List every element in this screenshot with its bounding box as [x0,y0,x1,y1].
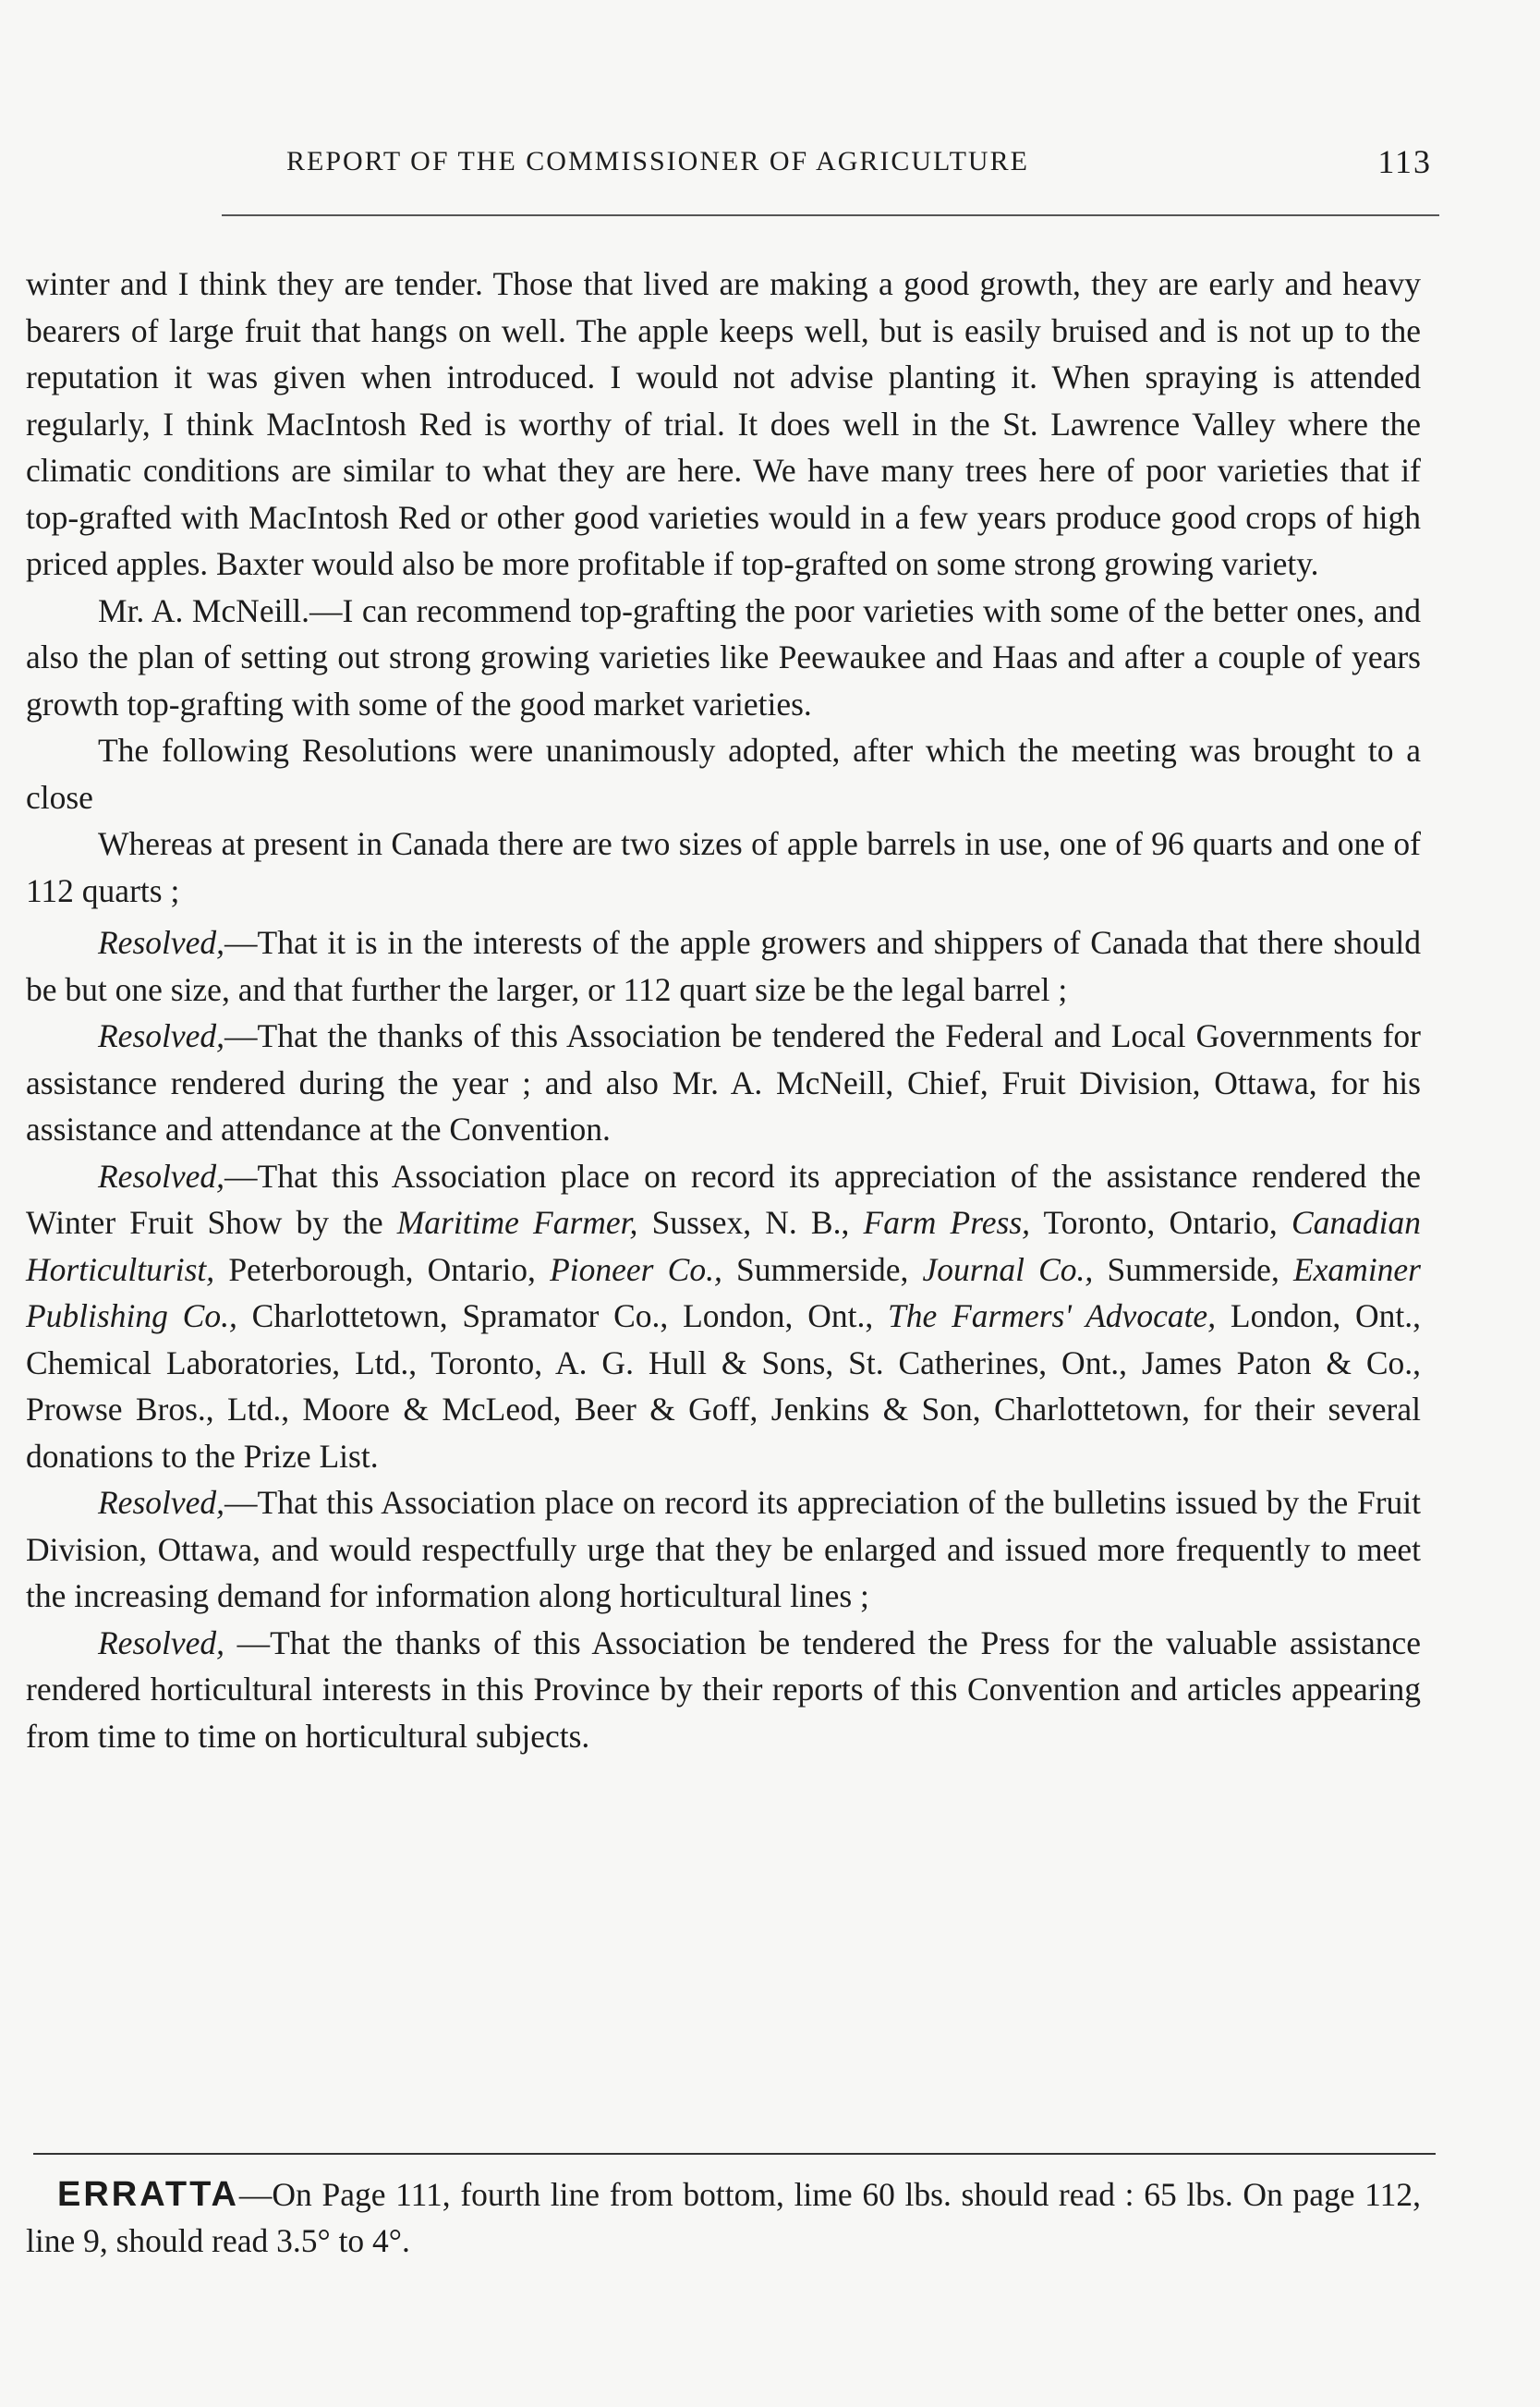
paragraph-mcneill-remark [26,588,1421,728]
page-number: 113 [1377,143,1432,180]
resolved-lead: Resolved, [98,1017,225,1054]
resolution-thanks-governments [26,1013,1421,1153]
publication-name: Farm Press, [863,1204,1031,1241]
resolution-barrel-size [26,919,1421,1013]
segment: Summerside, [1093,1250,1293,1288]
resolved-lead: Resolved, [98,1623,225,1661]
segment: Sussex, N. B., [637,1204,864,1241]
segment: Toronto, Ontario, [1030,1204,1291,1241]
body-text [26,261,1421,1759]
erratum-note [26,2171,1421,2264]
publication-name: Pioneer Co., [550,1250,722,1288]
paragraph-resolutions-intro [26,727,1421,821]
paragraph-text: The following Resolutions were unanimously adopted, after which the meeting was brought to a close [26,732,1421,816]
erratum-text: —On Page 111, fourth line from bottom, lime 60 lbs. should read : 65 lbs. On page 112, line 9, should read 3.5° to 4°. [26,2176,1421,2259]
paragraph-text: —That it is in the interests of the apple growers and shippers of Canada that there should be but one size, and that further the larger, or 112 quart size be the legal barrel ; [26,924,1421,1008]
segment: —That this Association place on record its appreciation of the assistance rendered the Winter Fruit Show by the [26,1157,1421,1241]
publication-name: The Farmers' Advocate, [888,1297,1217,1334]
resolved-lead: Resolved, [98,1484,225,1521]
paragraph-continuation [26,261,1421,588]
segment: Peterborough, Ontario, [214,1250,551,1288]
publication-name: Maritime Farmer, [396,1204,638,1241]
paragraph-text: —That the thanks of this Association be tendered the Federal and Local Governments for assistance rendered during the year ; and also Mr. A. McNeill, Chief, Fruit Division, Ottawa, for his assistance and attendance at the Convention. [26,1017,1421,1148]
publication-name: Examiner Publishing Co., [26,1250,1421,1334]
footer-rule [33,2153,1436,2155]
resolution-bulletins [26,1479,1421,1620]
publication-name: Canadian Horticulturist, [26,1204,1421,1288]
segment: Charlottetown, Spramator Co., London, Ont., [236,1297,889,1334]
erratum-title: ERRATTA [57,2175,239,2214]
paragraph-text: winter and I think they are tender. Those that lived are making a good growth, they are early and heavy bearers of large fruit that hangs on well. The apple keeps well, but is easily bruised and is not up to the reputation it was given when introduced. I would not advise planting it. When spraying is attended regularly, I think MacIntosh Red is worthy of trial. It does well in the St. Lawrence Valley where the climatic conditions are similar to what they are here. We have many trees here of poor varieties that if top-grafted with MacIntosh Red or other good varieties would in a few years produce good crops of high priced apples. Baxter would also be more profitable if top-grafted on some strong growing variety. [26,265,1421,582]
publication-name: Journal Co., [922,1250,1094,1288]
paragraph-text: Mr. A. McNeill.—I can recommend top-grafting the poor varieties with some of the better ones, and also the plan of setting out strong growing varieties like Peewaukee and Haas and after a couple of years growth top-grafting with some of the good market varieties. [26,591,1421,723]
header-rule [222,214,1439,216]
paragraph-text: —That this Association place on record its appreciation of the bulletins issued by the Fruit Division, Ottawa, and would respectfully urge that they be enlarged and issued more frequently to meet the increasing demand for information along horticultural lines ; [26,1484,1421,1614]
resolution-thanks-press [26,1620,1421,1760]
paragraph-whereas [26,821,1421,914]
resolution-winter-fruit-show [26,1153,1421,1480]
segment: Summerside, [721,1250,923,1288]
segment: London, Ont., Chemical Laboratories, Ltd., Toronto, A. G. Hull & Sons, St. Catherines, Ont., James Paton & Co., Prowse Bros., Ltd., Moore & McLeod, Beer & Goff, Jenkins & Son, Charlottetown, for their several donations to the Prize List. [26,1297,1422,1475]
page-header [26,143,1432,192]
paragraph-text: —That the thanks of this Association be tendered the Press for the valuable assistance rendered horticultural interests in this Province by their reports of this Convention and articles appearing from time to time on horticultural subjects. [26,1623,1421,1755]
resolved-lead: Resolved, [98,924,225,961]
running-title: REPORT OF THE COMMISSIONER OF AGRICULTURE [286,146,1029,176]
resolved-lead: Resolved, [98,1157,225,1195]
paragraph-text: Whereas at present in Canada there are two sizes of apple barrels in use, one of 96 quarts and one of 112 quarts ; [26,825,1421,909]
